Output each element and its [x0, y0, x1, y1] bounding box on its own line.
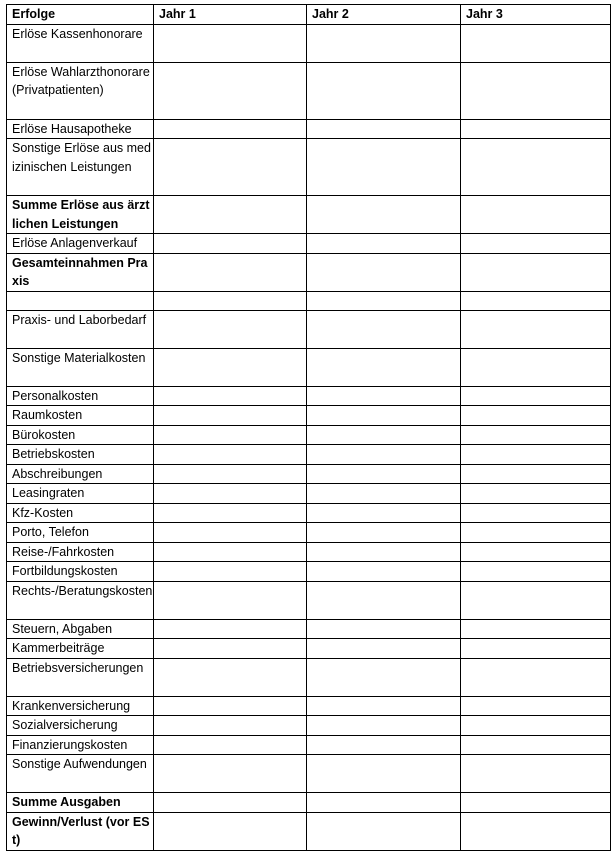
value-cell-jahr-1[interactable]: [154, 386, 307, 406]
table-row: [7, 658, 611, 696]
value-cell-jahr-3[interactable]: [461, 24, 611, 62]
table-row: [7, 119, 611, 139]
value-cell-jahr-2[interactable]: [307, 24, 461, 62]
value-cell-jahr-3[interactable]: [461, 716, 611, 736]
row-label: [7, 291, 154, 310]
value-cell-jahr-3[interactable]: [461, 793, 611, 813]
value-cell-jahr-1[interactable]: [154, 793, 307, 813]
value-cell-jahr-3[interactable]: [461, 735, 611, 755]
value-cell-jahr-3[interactable]: [461, 464, 611, 484]
table-row: [7, 639, 611, 659]
value-cell-jahr-1[interactable]: [154, 735, 307, 755]
row-label: Sonstige Materialkosten: [7, 348, 154, 386]
value-cell-jahr-3[interactable]: [461, 253, 611, 291]
value-cell-jahr-1[interactable]: [154, 639, 307, 659]
row-label: Abschreibungen: [7, 464, 154, 484]
profit-loss-table: [6, 4, 611, 851]
value-cell-jahr-3[interactable]: [461, 562, 611, 582]
value-cell-jahr-3[interactable]: [461, 406, 611, 426]
row-label: Fortbildungskosten: [7, 562, 154, 582]
row-label: Leasingraten: [7, 484, 154, 504]
value-cell-jahr-2[interactable]: [307, 62, 461, 119]
value-cell-jahr-3[interactable]: [461, 310, 611, 348]
table-row: [7, 523, 611, 543]
value-cell-jahr-2[interactable]: [307, 523, 461, 543]
row-label: Rechts-/Beratungskosten: [7, 581, 154, 619]
table-row: [7, 812, 611, 850]
row-label: Finanzierungskosten: [7, 735, 154, 755]
table-row: [7, 62, 611, 119]
row-label: Gesamteinnahmen Praxis: [7, 253, 154, 291]
value-cell-jahr-2[interactable]: [307, 619, 461, 639]
value-cell-jahr-1[interactable]: [154, 464, 307, 484]
value-cell-jahr-3[interactable]: [461, 484, 611, 504]
value-cell-jahr-2[interactable]: [307, 793, 461, 813]
row-label: Sonstige Aufwendungen: [7, 755, 154, 793]
value-cell-jahr-2[interactable]: [307, 464, 461, 484]
value-cell-jahr-3[interactable]: [461, 386, 611, 406]
table-row: [7, 348, 611, 386]
table-row: [7, 562, 611, 582]
value-cell-jahr-1[interactable]: [154, 445, 307, 465]
row-label: Sozialversicherung: [7, 716, 154, 736]
value-cell-jahr-2[interactable]: [307, 716, 461, 736]
value-cell-jahr-3[interactable]: [461, 619, 611, 639]
row-label: Kfz-Kosten: [7, 503, 154, 523]
value-cell-jahr-1[interactable]: [154, 291, 307, 310]
value-cell-jahr-1[interactable]: [154, 716, 307, 736]
value-cell-jahr-2[interactable]: [307, 503, 461, 523]
value-cell-jahr-1[interactable]: [154, 406, 307, 426]
value-cell-jahr-1[interactable]: [154, 310, 307, 348]
row-label: Betriebskosten: [7, 445, 154, 465]
value-cell-jahr-3[interactable]: [461, 425, 611, 445]
value-cell-jahr-3[interactable]: [461, 119, 611, 139]
value-cell-jahr-2[interactable]: [307, 291, 461, 310]
value-cell-jahr-3[interactable]: [461, 445, 611, 465]
value-cell-jahr-2[interactable]: [307, 755, 461, 793]
table-row: [7, 425, 611, 445]
value-cell-jahr-2[interactable]: [307, 484, 461, 504]
value-cell-jahr-1[interactable]: [154, 484, 307, 504]
value-cell-jahr-1[interactable]: [154, 425, 307, 445]
value-cell-jahr-2[interactable]: [307, 639, 461, 659]
value-cell-jahr-1[interactable]: [154, 503, 307, 523]
table-row: [7, 619, 611, 639]
table-row: [7, 253, 611, 291]
table-row: [7, 484, 611, 504]
value-cell-jahr-1[interactable]: [154, 139, 307, 196]
row-label: Kammerbeiträge: [7, 639, 154, 659]
value-cell-jahr-1[interactable]: [154, 523, 307, 543]
value-cell-jahr-3[interactable]: [461, 196, 611, 234]
value-cell-jahr-3[interactable]: [461, 503, 611, 523]
value-cell-jahr-1[interactable]: [154, 812, 307, 850]
row-label: Reise-/Fahrkosten: [7, 542, 154, 562]
value-cell-jahr-1[interactable]: [154, 619, 307, 639]
row-label: Summe Ausgaben: [7, 793, 154, 813]
value-cell-jahr-2[interactable]: [307, 445, 461, 465]
row-label: Summe Erlöse aus ärztlichen Leistungen: [7, 196, 154, 234]
value-cell-jahr-2[interactable]: [307, 119, 461, 139]
value-cell-jahr-3[interactable]: [461, 62, 611, 119]
value-cell-jahr-1[interactable]: [154, 542, 307, 562]
table-row: [7, 386, 611, 406]
table-row: [7, 542, 611, 562]
value-cell-jahr-3[interactable]: [461, 139, 611, 196]
value-cell-jahr-2[interactable]: [307, 425, 461, 445]
header-jahr-2: Jahr 2: [307, 5, 461, 25]
value-cell-jahr-1[interactable]: [154, 196, 307, 234]
header-erfolge: Erfolge: [7, 5, 154, 25]
header-jahr-1: Jahr 1: [154, 5, 307, 25]
value-cell-jahr-2[interactable]: [307, 542, 461, 562]
table-row: [7, 406, 611, 426]
value-cell-jahr-2[interactable]: [307, 348, 461, 386]
table-row: [7, 503, 611, 523]
row-label: Praxis- und Laborbedarf: [7, 310, 154, 348]
table-row: [7, 24, 611, 62]
table-row: [7, 445, 611, 465]
table-row: [7, 755, 611, 793]
row-label: Erlöse Anlagenverkauf: [7, 234, 154, 254]
value-cell-jahr-2[interactable]: [307, 812, 461, 850]
value-cell-jahr-1[interactable]: [154, 755, 307, 793]
table-row: [7, 139, 611, 196]
value-cell-jahr-1[interactable]: [154, 348, 307, 386]
value-cell-jahr-1[interactable]: [154, 658, 307, 696]
table-row: [7, 196, 611, 234]
value-cell-jahr-2[interactable]: [307, 139, 461, 196]
table-row: [7, 696, 611, 716]
value-cell-jahr-2[interactable]: [307, 196, 461, 234]
value-cell-jahr-1[interactable]: [154, 562, 307, 582]
value-cell-jahr-2[interactable]: [307, 581, 461, 619]
value-cell-jahr-3[interactable]: [461, 523, 611, 543]
table-row: [7, 234, 611, 254]
value-cell-jahr-1[interactable]: [154, 696, 307, 716]
header-row: [7, 5, 611, 25]
value-cell-jahr-2[interactable]: [307, 406, 461, 426]
row-label: Personalkosten: [7, 386, 154, 406]
row-label: Gewinn/Verlust (vor ESt): [7, 812, 154, 850]
value-cell-jahr-3[interactable]: [461, 639, 611, 659]
value-cell-jahr-2[interactable]: [307, 386, 461, 406]
value-cell-jahr-3[interactable]: [461, 755, 611, 793]
value-cell-jahr-2[interactable]: [307, 253, 461, 291]
row-label: Erlöse Wahlarzthonorare (Privatpatienten): [7, 62, 154, 119]
value-cell-jahr-2[interactable]: [307, 562, 461, 582]
row-label: Bürokosten: [7, 425, 154, 445]
table-row: [7, 716, 611, 736]
value-cell-jahr-3[interactable]: [461, 291, 611, 310]
value-cell-jahr-1[interactable]: [154, 253, 307, 291]
table-row: [7, 310, 611, 348]
value-cell-jahr-2[interactable]: [307, 696, 461, 716]
value-cell-jahr-1[interactable]: [154, 119, 307, 139]
value-cell-jahr-3[interactable]: [461, 348, 611, 386]
value-cell-jahr-3[interactable]: [461, 812, 611, 850]
value-cell-jahr-3[interactable]: [461, 234, 611, 254]
row-label: Erlöse Hausapotheke: [7, 119, 154, 139]
row-label: Erlöse Kassenhonorare: [7, 24, 154, 62]
row-label: Sonstige Erlöse aus medizinischen Leistungen: [7, 139, 154, 196]
value-cell-jahr-1[interactable]: [154, 234, 307, 254]
value-cell-jahr-2[interactable]: [307, 658, 461, 696]
table-row: [7, 581, 611, 619]
table-row: [7, 735, 611, 755]
value-cell-jahr-1[interactable]: [154, 581, 307, 619]
value-cell-jahr-2[interactable]: [307, 234, 461, 254]
row-label: Krankenversicherung: [7, 696, 154, 716]
value-cell-jahr-3[interactable]: [461, 696, 611, 716]
header-jahr-3: Jahr 3: [461, 5, 611, 25]
table-row: [7, 464, 611, 484]
value-cell-jahr-2[interactable]: [307, 735, 461, 755]
table-row: [7, 793, 611, 813]
row-label: Steuern, Abgaben: [7, 619, 154, 639]
value-cell-jahr-1[interactable]: [154, 62, 307, 119]
row-label: Betriebsversicherungen: [7, 658, 154, 696]
row-label: Porto, Telefon: [7, 523, 154, 543]
value-cell-jahr-1[interactable]: [154, 24, 307, 62]
value-cell-jahr-2[interactable]: [307, 310, 461, 348]
value-cell-jahr-3[interactable]: [461, 542, 611, 562]
table-row: [7, 291, 611, 310]
value-cell-jahr-3[interactable]: [461, 581, 611, 619]
row-label: Raumkosten: [7, 406, 154, 426]
value-cell-jahr-3[interactable]: [461, 658, 611, 696]
